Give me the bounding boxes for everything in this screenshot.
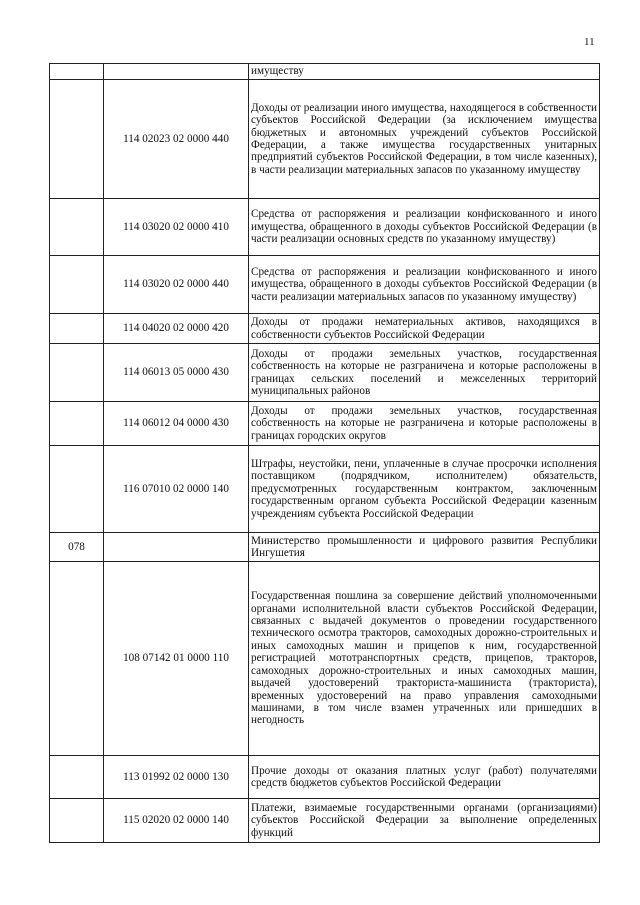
description-cell: Средства от распоряжения и реализации конфискованного и иного имущества, обращенного в доходы субъектов Российской Федерации (в части реализации материальных запасов по указанному имуществу)	[249, 256, 600, 314]
table-row	[50, 80, 600, 199]
admin-code-cell	[50, 402, 104, 446]
revenue-code-cell: 115 02020 02 0000 140	[104, 799, 249, 843]
revenue-code-cell: 114 03020 02 0000 410	[104, 199, 249, 256]
table-row	[50, 256, 600, 314]
description-cell: Платежи, взимаемые государственными органами (организациями) субъектов Российской Федерации за выполнение определенных функций	[249, 799, 600, 843]
description-cell: Доходы от реализации иного имущества, находящегося в собственности субъектов Российской Федерации (за исключением имущества бюджетных и автономных учреждений субъектов Российской Федерации, а также имущества государственных унитарных предприятий субъектов Российской Федерации, в том числе казенных), в части реализации материальных запасов по указанному имуществу	[249, 80, 600, 199]
description-cell: Доходы от продажи земельных участков, государственная собственность на которые не разграничена и которые расположены в границах сельских поселений и межселенных территорий муниципальных районов	[249, 344, 600, 402]
admin-code-cell	[50, 80, 104, 199]
revenue-code-cell: 113 01992 02 0000 130	[104, 756, 249, 799]
revenue-code-cell: 114 04020 02 0000 420	[104, 314, 249, 344]
admin-code-cell	[50, 446, 104, 533]
description-cell: Средства от распоряжения и реализации конфискованного и иного имущества, обращенного в доходы субъектов Российской Федерации (в части реализации основных средств по указанному имуществу)	[249, 199, 600, 256]
revenue-code-cell: 108 07142 01 0000 110	[104, 562, 249, 756]
revenue-code-cell: 116 07010 02 0000 140	[104, 446, 249, 533]
admin-code-cell: 078	[50, 533, 104, 562]
table-row	[50, 756, 600, 799]
description-cell: Прочие доходы от оказания платных услуг (работ) получателями средств бюджетов субъектов Российской Федерации	[249, 756, 600, 799]
description-cell: имуществу	[249, 64, 600, 80]
page-number: 11	[584, 36, 595, 48]
table-row	[50, 446, 600, 533]
admin-code-cell	[50, 799, 104, 843]
description-cell: Министерство промышленности и цифрового развития Республики Ингушетия	[249, 533, 600, 562]
revenue-code-cell: 114 06012 04 0000 430	[104, 402, 249, 446]
admin-code-cell	[50, 64, 104, 80]
table-row	[50, 533, 600, 562]
revenue-codes-table	[49, 63, 600, 843]
admin-code-cell	[50, 199, 104, 256]
description-cell: Доходы от продажи земельных участков, государственная собственность на которые не разграничена и которые расположены в границах городских округов	[249, 402, 600, 446]
table-row	[50, 562, 600, 756]
description-cell: Доходы от продажи нематериальных активов, находящихся в собственности субъектов Российской Федерации	[249, 314, 600, 344]
admin-code-cell	[50, 344, 104, 402]
table-row	[50, 402, 600, 446]
table-row	[50, 314, 600, 344]
table-row	[50, 799, 600, 843]
revenue-code-cell	[104, 64, 249, 80]
table-row	[50, 199, 600, 256]
revenue-code-cell: 114 02023 02 0000 440	[104, 80, 249, 199]
admin-code-cell	[50, 756, 104, 799]
admin-code-cell	[50, 562, 104, 756]
admin-code-cell	[50, 256, 104, 314]
revenue-code-cell	[104, 533, 249, 562]
description-cell: Штрафы, неустойки, пени, уплаченные в случае просрочки исполнения поставщиком (подрядчиком, исполнителем) обязательств, предусмотренных государственным контрактом, заключенным государственным органом субъекта Российской Федерации казенным учреждениям субъекта Российской Федерации	[249, 446, 600, 533]
admin-code-cell	[50, 314, 104, 344]
revenue-code-cell: 114 03020 02 0000 440	[104, 256, 249, 314]
table-row	[50, 64, 600, 80]
revenue-code-cell: 114 06013 05 0000 430	[104, 344, 249, 402]
table-row	[50, 344, 600, 402]
description-cell: Государственная пошлина за совершение действий уполномоченными органами исполнительной власти субъектов Российской Федерации, связанных с выдачей документов о проведении государственного технического осмотра тракторов, самоходных дорожно-строительных и иных самоходных машин и прицепов к ним, государственной регистрацией мототранспортных средств, прицепов, тракторов, самоходных дорожно-строительных и иных самоходных машин, выдачей удостоверений тракториста-машиниста (тракториста), временных удостоверений на право управления самоходными машинами, в том числе взамен утраченных или пришедших в негодность	[249, 562, 600, 756]
